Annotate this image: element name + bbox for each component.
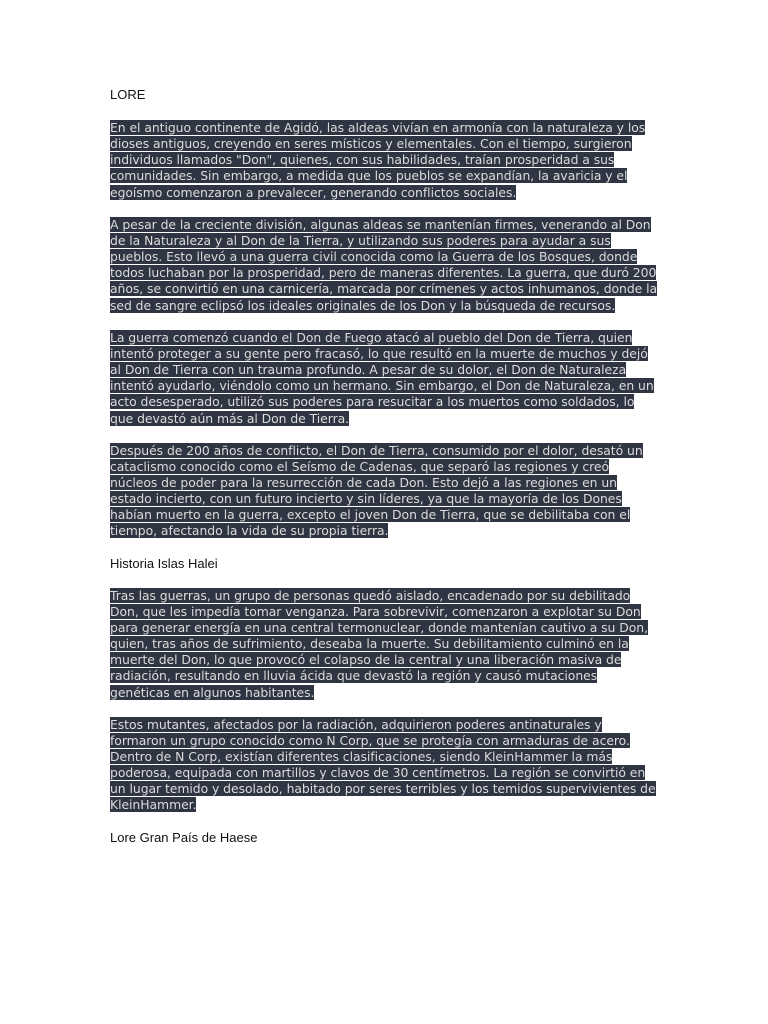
- selected-text: A pesar de la creciente división, algunas aldeas se mantenían firmes, venerando al Don de la Naturaleza y al Don de la Tierra, y utilizando sus poderes para ayudar a sus pueblos. Esto llevó a una guerra civil conocida como la Guerra de los Bosques, donde todos luchaban por la prosperidad, pero de maneras diferentes. La guerra, que duró 200 años, se convirtió en una carnicería, marcada por crímenes y actos inhumanos, donde la sed de sangre eclipsó los ideales originales de los Don y la búsqueda de recursos.: [110, 216, 658, 313]
- selected-text: La guerra comenzó cuando el Don de Fuego atacó al pueblo del Don de Tierra, quien intentó proteger a su gente pero fracasó, lo que resultó en la muerte de muchos y dejó al Don de Tierra con un trauma profundo. A pesar de su dolor, el Don de Naturaleza intentó ayudarlo, viéndolo como un hermano. Sin embargo, el Don de Naturaleza, en un acto desesperado, utilizó sus poderes para resucitar a los muertos como soldados, lo que devastó aún más al Don de Tierra.: [110, 329, 654, 426]
- selected-text: Estos mutantes, afectados por la radiación, adquirieron poderes antinaturales y formaron un grupo conocido como N Corp, que se protegía con armaduras de acero. Dentro de N Corp, existían diferentes clasificaciones, siendo KleinHammer la más poderosa, equipada con martillos y clavos de 30 centímetros. La región se convirtió en un lugar temido y desolado, habitado por seres terribles y los temidos supervivientes de KleinHammer.: [110, 716, 656, 813]
- paragraph-lore-2[interactable]: [110, 217, 658, 314]
- selected-text: En el antiguo continente de Agidó, las aldeas vivían en armonía con la naturaleza y los dioses antiguos, creyendo en seres místicos y elementales. Con el tiempo, surgieron individuos llamados "Don", quienes, con sus habilidades, traían prosperidad a sus comunidades. Sin embargo, a medida que los pueblos se expandían, la avaricia y el egoísmo comenzaron a prevalecer, generando conflictos sociales.: [110, 120, 646, 200]
- document-page: [110, 87, 658, 846]
- section-heading-haese: Lore Gran País de Haese: [110, 829, 258, 845]
- section-heading-lore: LORE: [110, 87, 146, 102]
- paragraph-islas-2[interactable]: [110, 717, 658, 814]
- paragraph-lore-3[interactable]: [110, 330, 658, 427]
- paragraph-lore-4[interactable]: [110, 443, 658, 540]
- selected-text: Tras las guerras, un grupo de personas quedó aislado, encadenado por su debilitado Don, que les impedía tomar venganza. Para sobrevivir, comenzaron a explotar su Don para generar energía en una central termonuclear, donde mantenían cautivo a su Don, quien, tras años de sufrimiento, deseaba la muerte. Su debilitamiento culminó en la muerte del Don, lo que provocó el colapso de la central y una liberación masiva de radiación, resultando en lluvia ácida que devastó la región y causó mutaciones genéticas en algunos habitantes.: [110, 587, 648, 700]
- paragraph-islas-1[interactable]: [110, 588, 658, 701]
- paragraph-lore-1[interactable]: [110, 120, 658, 201]
- selected-text: Después de 200 años de conflicto, el Don de Tierra, consumido por el dolor, desató un cataclismo conocido como el Seísmo de Cadenas, que separó las regiones y creó núcleos de poder para la resurrección de cada Don. Esto dejó a las regiones en un estado incierto, con un futuro incierto y sin líderes, ya que la mayoría de los Dones habían muerto en la guerra, excepto el joven Don de Tierra, que se debilitaba con el tiempo, afectando la vida de su propia tierra.: [110, 442, 643, 539]
- section-heading-islas-halei: Historia Islas Halei: [110, 555, 218, 571]
